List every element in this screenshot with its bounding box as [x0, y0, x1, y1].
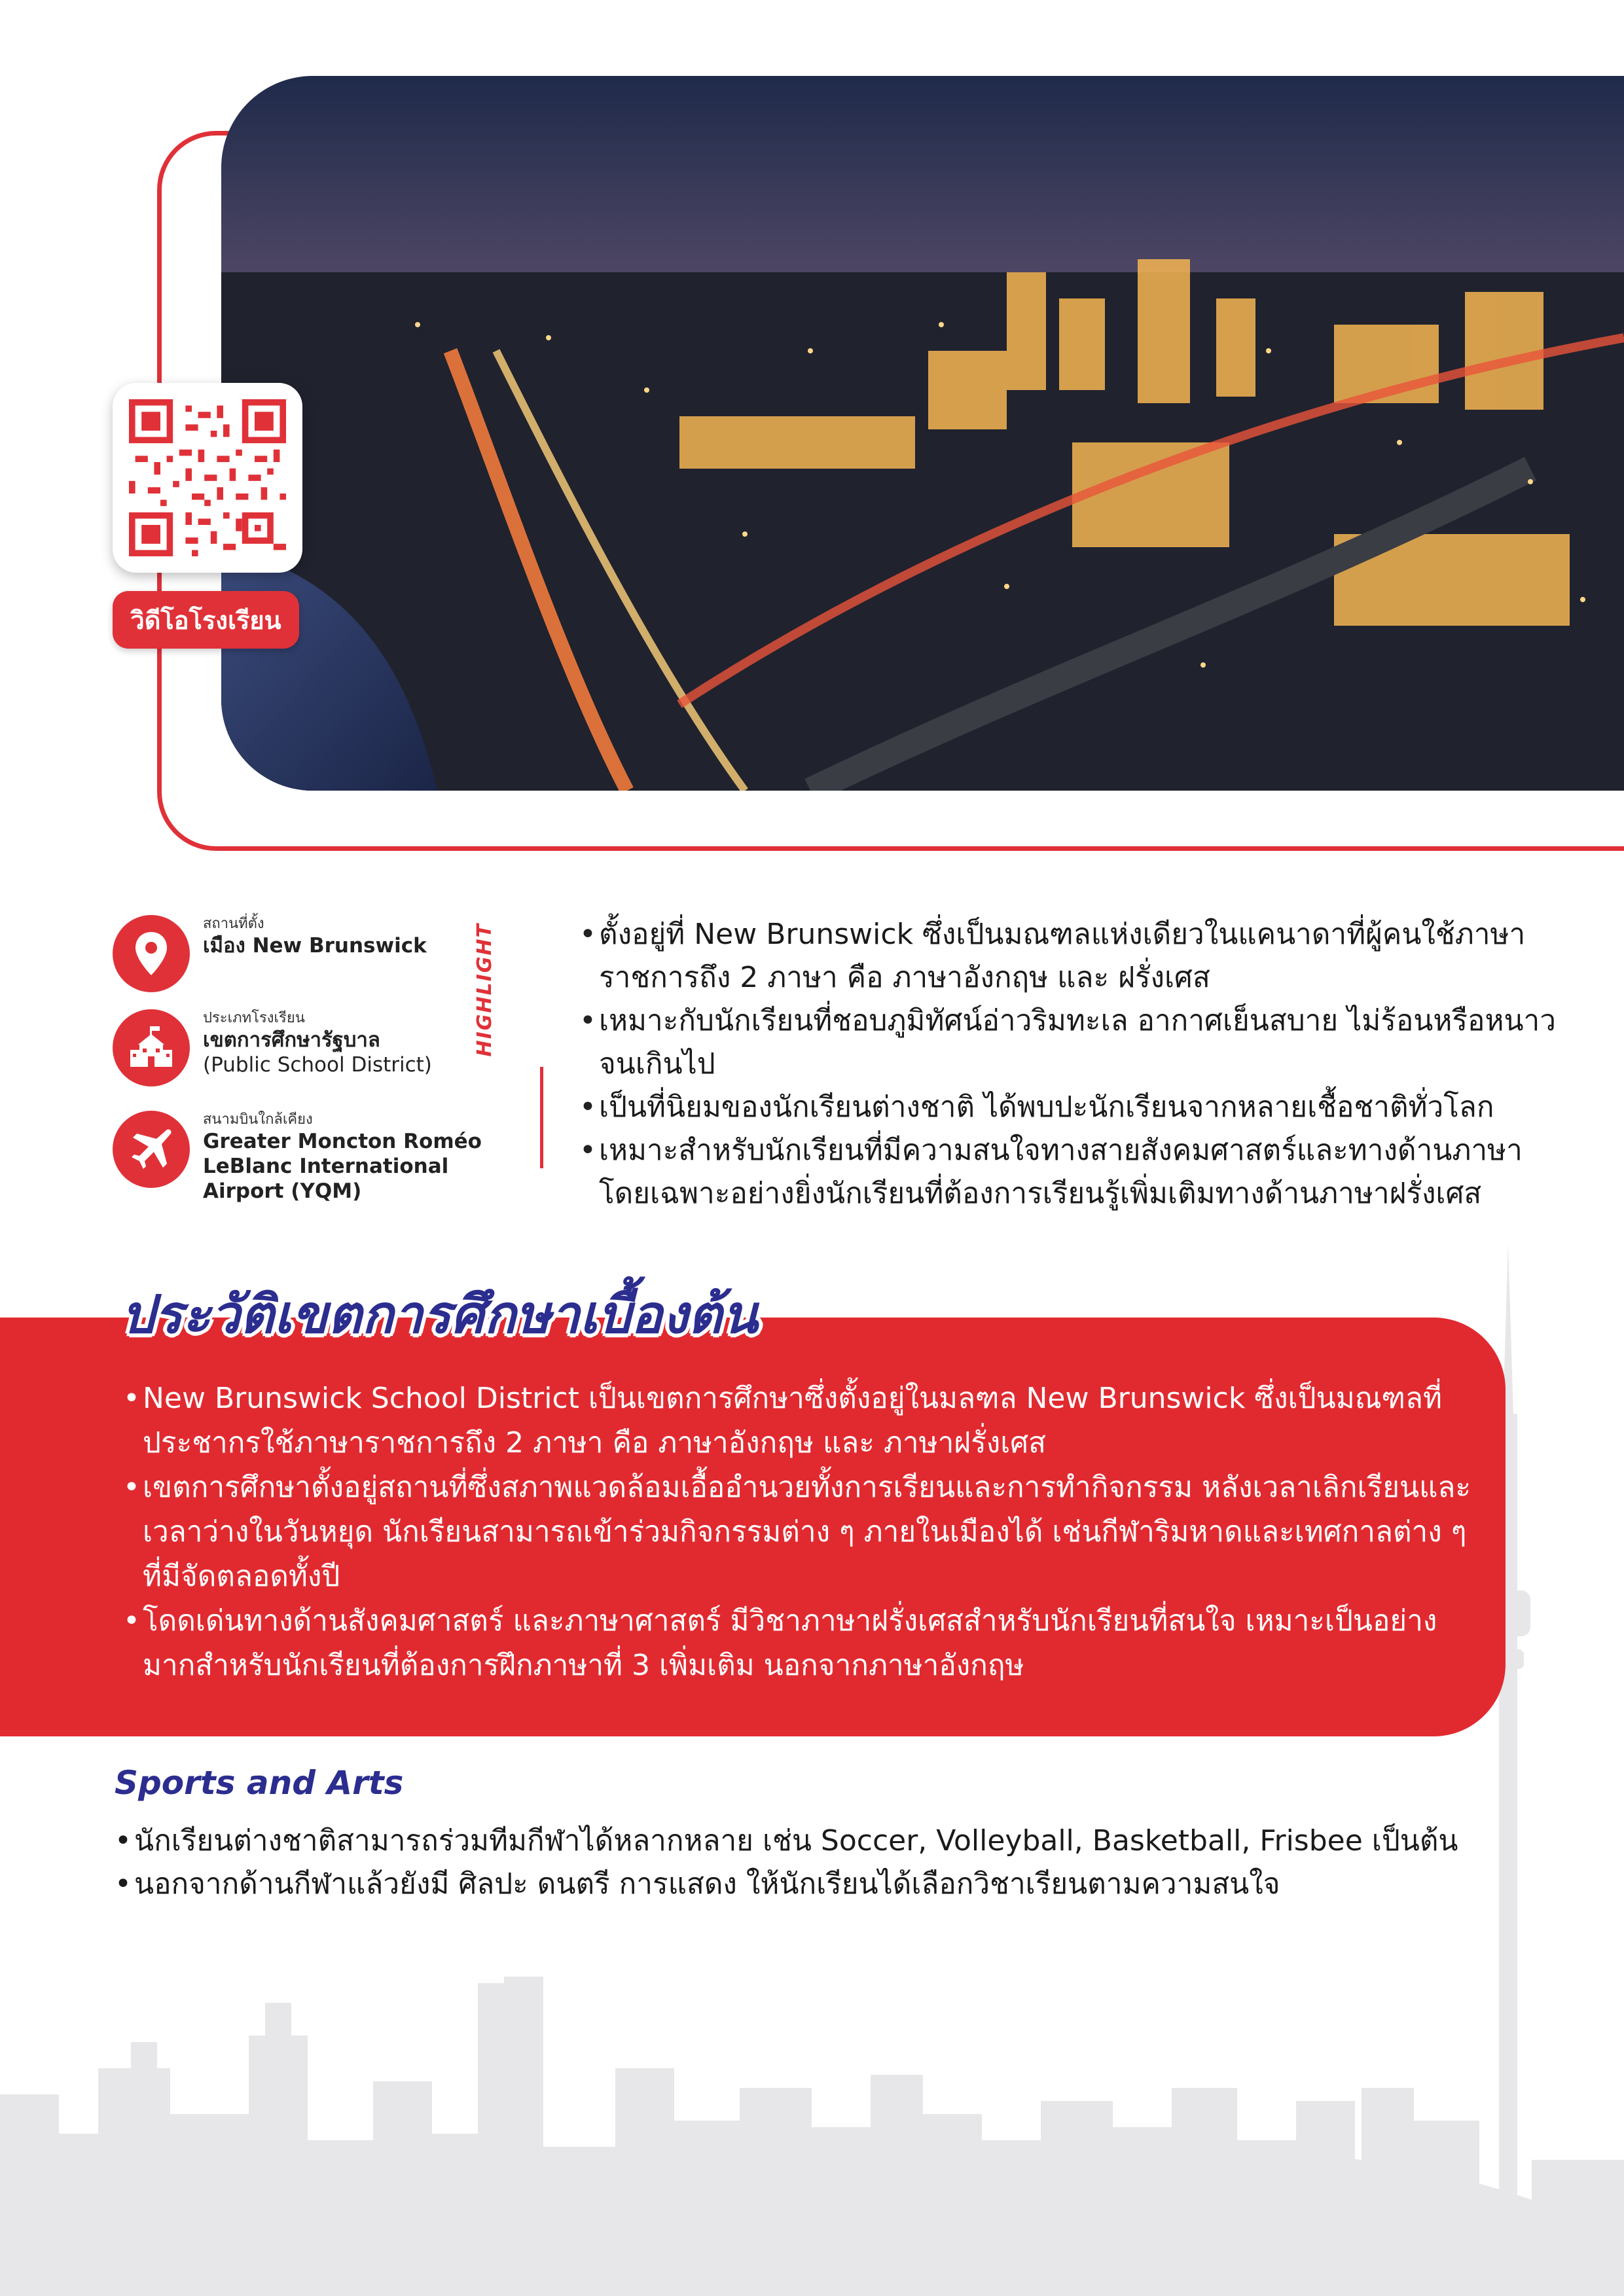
list-item: • เหมาะสำหรับนักเรียนที่มีความสนใจทางสายสังคมศาสตร์และทางด้านภาษา โดยเฉพาะอย่างยิ่งนักเรียนที่ต้องการเรียนรู้เพิ่มเติมทางด้านภาษาฝรั่งเศส — [579, 1129, 1561, 1215]
airport-line2: LeBlanc International — [203, 1155, 449, 1178]
highlight-label — [473, 916, 563, 1165]
list-item: • โดดเด่นทางด้านสังคมศาสตร์ และภาษาศาสตร์ มีวิชาภาษาฝรั่งเศสสำหรับนักเรียนที่สนใจ เหมาะเป็นอย่างมากสำหรับนักเรียนที่ต้องการฝึกภาษาที่ 3 เพิ่มเติม นอกจากภาษาอังกฤษ — [123, 1599, 1471, 1688]
highlight-list — [579, 913, 1561, 1215]
highlight-divider — [540, 1067, 543, 1168]
highlight-text: HIGHLIGHT — [473, 923, 496, 1057]
school-type-value-en: (Public School District) — [203, 1053, 432, 1077]
airport-line3: Airport (YQM) — [203, 1179, 362, 1203]
list-item: • นักเรียนต่างชาติสามารถร่วมทีมกีฬาได้หลากหลาย เช่น Soccer, Volleyball, Basketball, Frisbee เป็นต้น — [115, 1820, 1555, 1863]
history-list — [123, 1376, 1471, 1688]
school-type-value: เขตการศึกษารัฐบาล — [203, 1028, 380, 1052]
airport-line1: Greater Moncton Roméo — [203, 1130, 482, 1153]
sports-title: Sports and Arts — [115, 1764, 404, 1802]
list-item: • ตั้งอยู่ที่ New Brunswick ซึ่งเป็นมณฑลแห่งเดียวในแคนาดาที่ผู้คนใช้ภาษาราชการถึง 2 ภาษา คือ ภาษาอังกฤษ และ ฝรั่งเศส — [579, 913, 1561, 999]
location-pin-icon — [113, 915, 190, 992]
info-school-type — [113, 1009, 432, 1086]
location-value: เมือง New Brunswick — [203, 934, 427, 958]
history-title: ประวัติเขตการศึกษาเบื้องต้น — [121, 1284, 758, 1345]
list-item: • New Brunswick School District เป็นเขตการศึกษาซึ่งตั้งอยู่ในมลฑล New Brunswick ซึ่งเป็นมณฑลที่ประชากรใช้ภาษาราชการถึง 2 ภาษา คือ ภาษาอังกฤษ และ ภาษาฝรั่งเศส — [123, 1376, 1471, 1465]
info-location — [113, 915, 427, 992]
list-item: • เป็นที่นิยมของนักเรียนต่างชาติ ได้พบปะนักเรียนจากหลายเชื้อชาติทั่วโลก — [579, 1086, 1561, 1129]
airport-label: สนามบินใกล้เคียง — [203, 1111, 313, 1128]
city-night-photo — [221, 76, 1624, 791]
sports-list — [115, 1820, 1555, 1906]
school-video-button[interactable]: วิดีโอโรงเรียน — [113, 591, 299, 649]
qr-code[interactable] — [113, 383, 302, 573]
list-item: • เหมาะกับนักเรียนที่ชอบภูมิทัศน์อ่าวริมทะเล อากาศเย็นสบาย ไม่ร้อนหรือหนาวจนเกินไป — [579, 999, 1561, 1086]
airplane-icon — [113, 1111, 190, 1188]
list-item: • นอกจากด้านกีฬาแล้วยังมี ศิลปะ ดนตรี การแสดง ให้นักเรียนได้เลือกวิชาเรียนตามความสนใจ — [115, 1863, 1555, 1906]
qr-code-image — [129, 399, 286, 556]
list-item: • เขตการศึกษาตั้งอยู่สถานที่ซึ่งสภาพแวดล้อมเอื้ออำนวยทั้งการเรียนและการทำกิจกรรม หลังเวลาเลิกเรียนและเวลาว่างในวันหยุด นักเรียนสามารถเข้าร่วมกิจกรรมต่าง ๆ ภายในเมืองได้ เช่นกีฬาริมหาดและเทศกาลต่าง ๆ ที่มีจัดตลอดทั้งปี — [123, 1465, 1471, 1599]
school-building-icon — [113, 1009, 190, 1086]
school-type-label: ประเภทโรงเรียน — [203, 1010, 305, 1026]
info-airport — [113, 1111, 482, 1204]
location-label: สถานที่ตั้ง — [203, 916, 264, 932]
